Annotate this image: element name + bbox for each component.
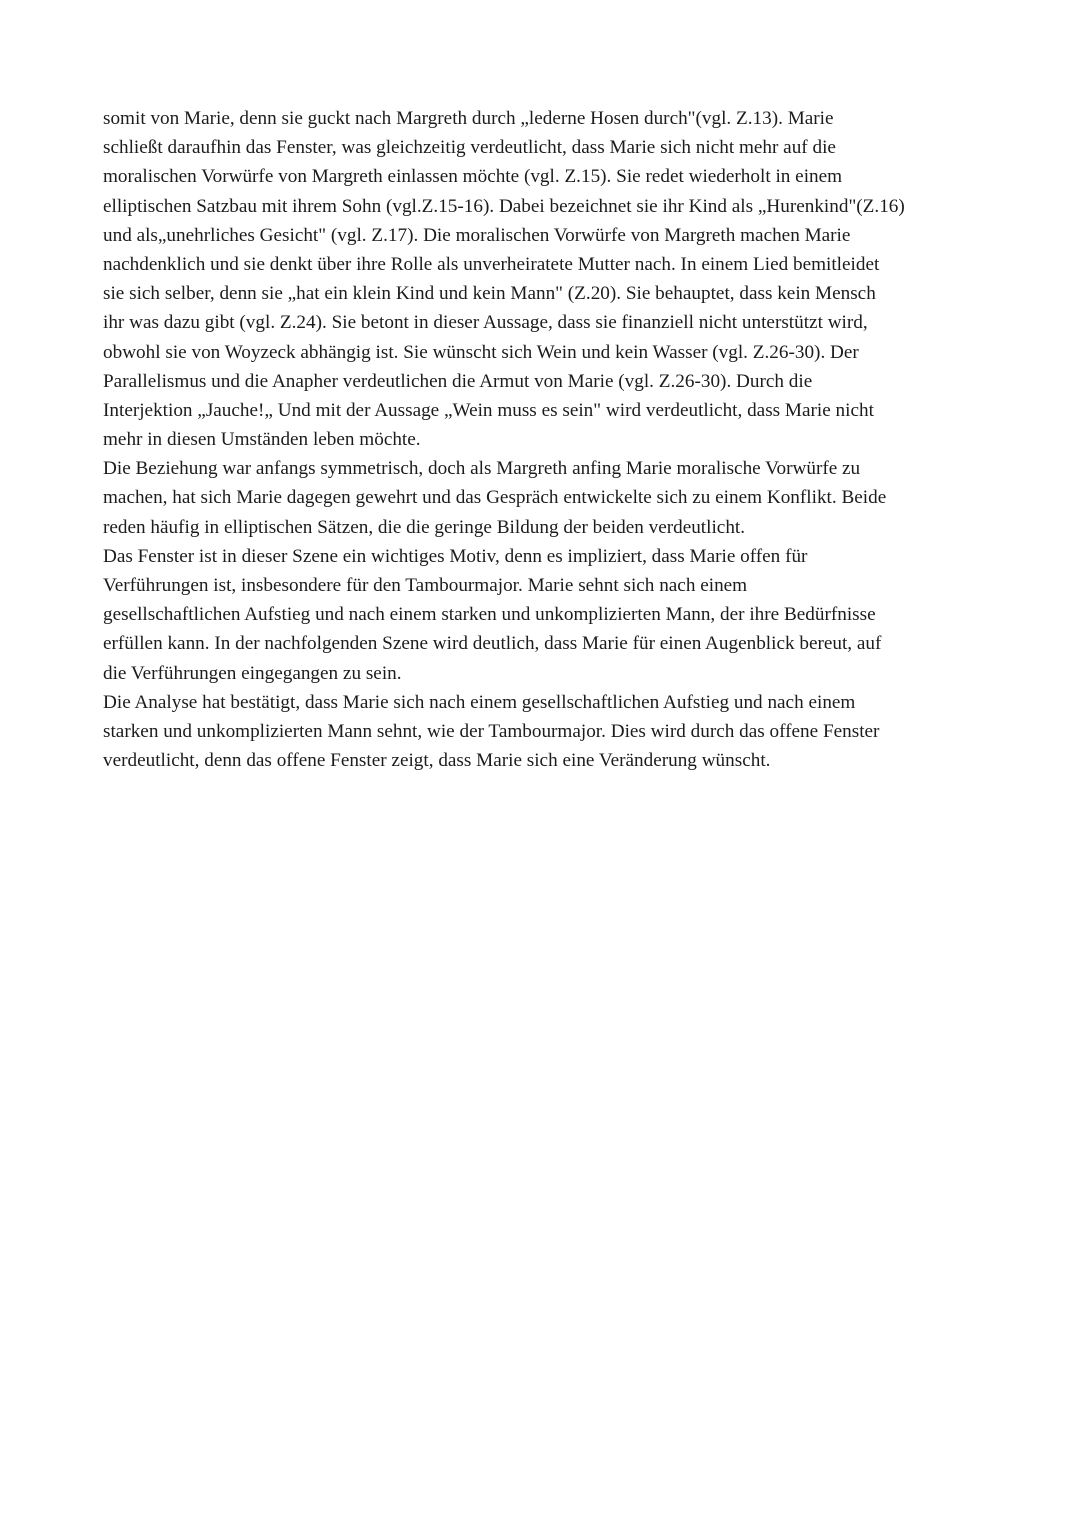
- text-line: machen, hat sich Marie dagegen gewehrt und das Gespräch entwickelte sich zu einem Konflikt. Beide: [103, 487, 887, 509]
- text-line: verdeutlicht, denn das offene Fenster zeigt, dass Marie sich eine Veränderung wünscht.: [103, 750, 771, 772]
- text-line: sie sich selber, denn sie „hat ein klein Kind und kein Mann" (Z.20). Sie behauptet, dass kein Mensch: [103, 283, 876, 305]
- text-line: erfüllen kann. In der nachfolgenden Szene wird deutlich, dass Marie für einen Augenblick bereut, auf: [103, 633, 882, 655]
- text-line: gesellschaftlichen Aufstieg und nach einem starken und unkomplizierten Mann, der ihre Bedürfnisse: [103, 604, 876, 626]
- paragraph-start-line: Das Fenster ist in dieser Szene ein wichtiges Motiv, denn es impliziert, dass Marie offen für: [103, 545, 808, 567]
- text-line: moralischen Vorwürfe von Margreth einlassen möchte (vgl. Z.15). Sie redet wiederholt in einem: [103, 166, 843, 188]
- text-line: schließt daraufhin das Fenster, was gleichzeitig verdeutlicht, dass Marie sich nicht mehr auf die: [103, 137, 836, 159]
- text-line: ihr was dazu gibt (vgl. Z.24). Sie betont in dieser Aussage, dass sie finanziell nicht unterstützt wird,: [103, 312, 868, 334]
- text-line: und als„unehrliches Gesicht" (vgl. Z.17). Die moralischen Vorwürfe von Margreth machen Marie: [103, 224, 851, 246]
- text-line: somit von Marie, denn sie guckt nach Margreth durch „lederne Hosen durch"(vgl. Z.13). Marie: [103, 108, 834, 129]
- text-line: Parallelismus und die Anapher verdeutlichen die Armut von Marie (vgl. Z.26-30). Durch die: [103, 370, 813, 392]
- text-line: starken und unkomplizierten Mann sehnt, wie der Tambourmajor. Dies wird durch das offene Fenster: [103, 720, 880, 742]
- text-line: die Verführungen eingegangen zu sein.: [103, 662, 402, 684]
- text-line: Interjektion „Jauche!„ Und mit der Aussage „Wein muss es sein" wird verdeutlicht, dass Marie nicht: [103, 399, 874, 421]
- text-line: obwohl sie von Woyzeck abhängig ist. Sie wünscht sich Wein und kein Wasser (vgl. Z.26-30). Der: [103, 341, 859, 363]
- text-line: nachdenklich und sie denkt über ihre Rolle als unverheiratete Mutter nach. In einem Lied bemitleidet: [103, 253, 880, 275]
- text-line: elliptischen Satzbau mit ihrem Sohn (vgl.Z.15-16). Dabei bezeichnet sie ihr Kind als „Hurenkind"(Z.16): [103, 195, 905, 217]
- paragraph-start-line: Die Beziehung war anfangs symmetrisch, doch als Margreth anfing Marie moralische Vorwürfe zu: [103, 458, 861, 480]
- text-line: reden häufig in elliptischen Sätzen, die die geringe Bildung der beiden verdeutlicht.: [103, 516, 746, 538]
- body-text: [103, 104, 983, 775]
- text-line: Verführungen ist, insbesondere für den Tambourmajor. Marie sehnt sich nach einem: [103, 575, 748, 596]
- paragraph-start-line: Die Analyse hat bestätigt, dass Marie sich nach einem gesellschaftlichen Aufstieg und nach einem: [103, 691, 856, 713]
- text-line: mehr in diesen Umständen leben möchte.: [103, 429, 421, 451]
